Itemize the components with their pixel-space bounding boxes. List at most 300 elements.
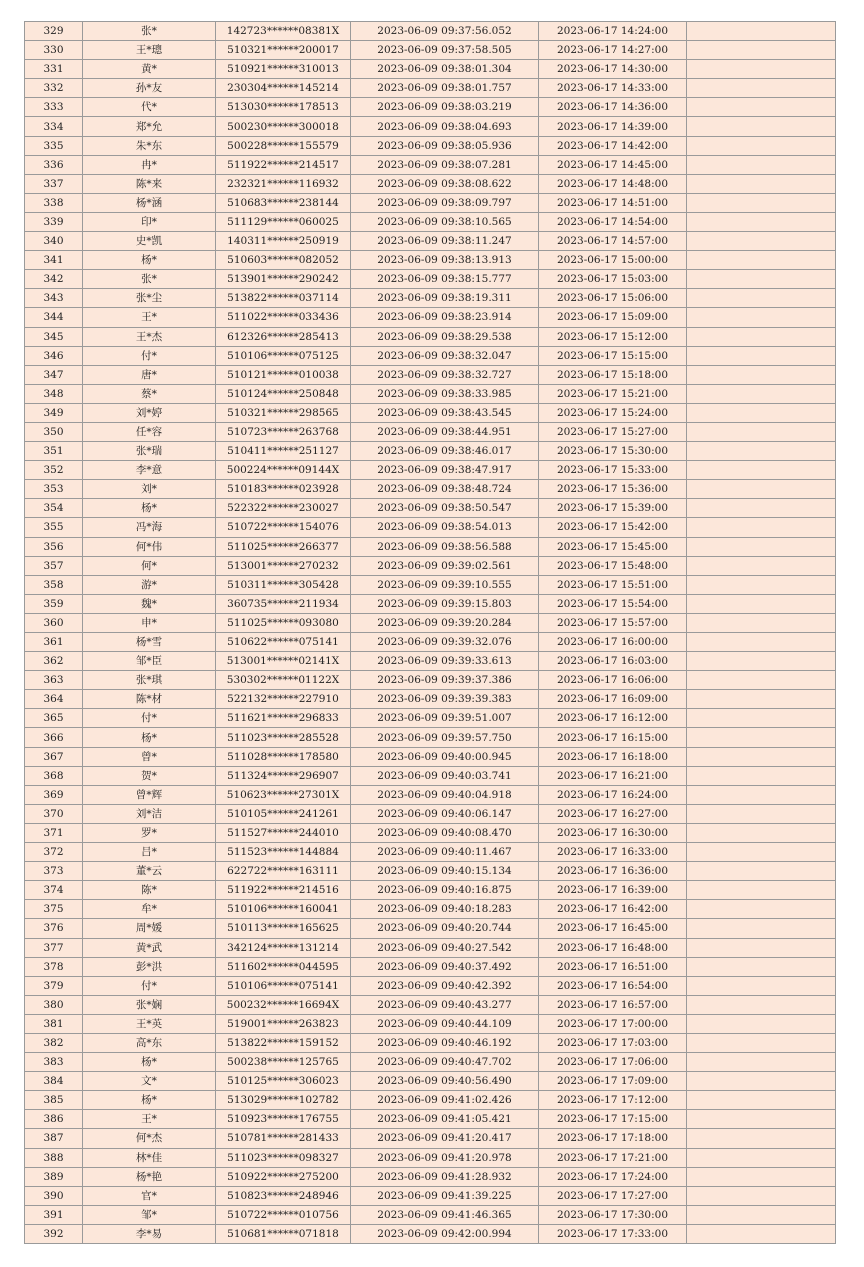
cell-id-number: 511022******033436 — [216, 308, 351, 327]
table-row — [25, 346, 836, 365]
cell-appointment-time: 2023-06-17 17:18:00 — [539, 1129, 687, 1148]
cell-name: 王*英 — [83, 1014, 216, 1033]
cell-name: 任*容 — [83, 422, 216, 441]
cell-index: 359 — [25, 594, 83, 613]
table-row — [25, 155, 836, 174]
cell-notes — [687, 1091, 836, 1110]
cell-name: 郑*允 — [83, 117, 216, 136]
cell-appointment-time: 2023-06-17 15:42:00 — [539, 518, 687, 537]
table-row — [25, 766, 836, 785]
cell-id-number: 511527******244010 — [216, 823, 351, 842]
table-row — [25, 881, 836, 900]
cell-name: 刘*洁 — [83, 804, 216, 823]
cell-submit-time: 2023-06-09 09:38:56.588 — [351, 537, 539, 556]
cell-notes — [687, 881, 836, 900]
cell-index: 367 — [25, 747, 83, 766]
cell-name: 付* — [83, 709, 216, 728]
cell-notes — [687, 518, 836, 537]
cell-appointment-time: 2023-06-17 16:09:00 — [539, 690, 687, 709]
cell-notes — [687, 728, 836, 747]
cell-notes — [687, 461, 836, 480]
cell-submit-time: 2023-06-09 09:38:33.985 — [351, 384, 539, 403]
table-row — [25, 995, 836, 1014]
cell-submit-time: 2023-06-09 09:38:07.281 — [351, 155, 539, 174]
cell-notes — [687, 976, 836, 995]
cell-id-number: 511023******285528 — [216, 728, 351, 747]
cell-index: 357 — [25, 556, 83, 575]
cell-id-number: 510106******160041 — [216, 900, 351, 919]
cell-notes — [687, 537, 836, 556]
table-row — [25, 98, 836, 117]
cell-index: 388 — [25, 1148, 83, 1167]
cell-submit-time: 2023-06-09 09:38:44.951 — [351, 422, 539, 441]
cell-notes — [687, 690, 836, 709]
cell-name: 张* — [83, 270, 216, 289]
cell-id-number: 513001******270232 — [216, 556, 351, 575]
cell-index: 380 — [25, 995, 83, 1014]
cell-name: 张*瑞 — [83, 442, 216, 461]
cell-id-number: 510623******27301X — [216, 785, 351, 804]
table-row — [25, 1205, 836, 1224]
cell-submit-time: 2023-06-09 09:41:05.421 — [351, 1110, 539, 1129]
cell-name: 李*易 — [83, 1224, 216, 1243]
cell-id-number: 510823******248946 — [216, 1186, 351, 1205]
cell-notes — [687, 136, 836, 155]
cell-appointment-time: 2023-06-17 14:45:00 — [539, 155, 687, 174]
cell-name: 曾*辉 — [83, 785, 216, 804]
cell-index: 382 — [25, 1033, 83, 1052]
cell-name: 彭*洪 — [83, 957, 216, 976]
cell-name: 官* — [83, 1186, 216, 1205]
cell-id-number: 510183******023928 — [216, 480, 351, 499]
table-row — [25, 862, 836, 881]
cell-submit-time: 2023-06-09 09:40:56.490 — [351, 1072, 539, 1091]
cell-appointment-time: 2023-06-17 15:09:00 — [539, 308, 687, 327]
cell-index: 350 — [25, 422, 83, 441]
table-row — [25, 671, 836, 690]
cell-index: 341 — [25, 251, 83, 270]
cell-id-number: 511922******214517 — [216, 155, 351, 174]
cell-appointment-time: 2023-06-17 15:18:00 — [539, 365, 687, 384]
cell-submit-time: 2023-06-09 09:38:13.913 — [351, 251, 539, 270]
cell-submit-time: 2023-06-09 09:38:23.914 — [351, 308, 539, 327]
cell-appointment-time: 2023-06-17 16:42:00 — [539, 900, 687, 919]
cell-index: 383 — [25, 1053, 83, 1072]
cell-submit-time: 2023-06-09 09:40:20.744 — [351, 919, 539, 938]
cell-id-number: 510923******176755 — [216, 1110, 351, 1129]
cell-notes — [687, 957, 836, 976]
cell-index: 349 — [25, 403, 83, 422]
cell-notes — [687, 785, 836, 804]
cell-id-number: 510722******010756 — [216, 1205, 351, 1224]
cell-id-number: 513822******037114 — [216, 289, 351, 308]
table-row — [25, 422, 836, 441]
cell-appointment-time: 2023-06-17 15:48:00 — [539, 556, 687, 575]
cell-id-number: 513001******02141X — [216, 652, 351, 671]
cell-index: 378 — [25, 957, 83, 976]
cell-appointment-time: 2023-06-17 17:21:00 — [539, 1148, 687, 1167]
cell-submit-time: 2023-06-09 09:39:51.007 — [351, 709, 539, 728]
cell-appointment-time: 2023-06-17 16:06:00 — [539, 671, 687, 690]
table-row — [25, 633, 836, 652]
table-row — [25, 327, 836, 346]
cell-appointment-time: 2023-06-17 16:51:00 — [539, 957, 687, 976]
cell-name: 高*东 — [83, 1033, 216, 1052]
cell-notes — [687, 1033, 836, 1052]
cell-submit-time: 2023-06-09 09:42:00.994 — [351, 1224, 539, 1243]
cell-id-number: 511523******144884 — [216, 843, 351, 862]
table-row — [25, 1033, 836, 1052]
cell-submit-time: 2023-06-09 09:38:54.013 — [351, 518, 539, 537]
cell-index: 354 — [25, 499, 83, 518]
cell-id-number: 510683******238144 — [216, 193, 351, 212]
table-row — [25, 1053, 836, 1072]
cell-submit-time: 2023-06-09 09:38:04.693 — [351, 117, 539, 136]
cell-notes — [687, 709, 836, 728]
cell-name: 曾* — [83, 747, 216, 766]
table-row — [25, 232, 836, 251]
cell-appointment-time: 2023-06-17 17:24:00 — [539, 1167, 687, 1186]
cell-appointment-time: 2023-06-17 15:33:00 — [539, 461, 687, 480]
cell-submit-time: 2023-06-09 09:40:03.741 — [351, 766, 539, 785]
cell-notes — [687, 155, 836, 174]
cell-index: 356 — [25, 537, 83, 556]
cell-notes — [687, 1053, 836, 1072]
table-row — [25, 308, 836, 327]
cell-name: 何*杰 — [83, 1129, 216, 1148]
table-row — [25, 79, 836, 98]
cell-id-number: 511922******214516 — [216, 881, 351, 900]
cell-name: 唐* — [83, 365, 216, 384]
cell-submit-time: 2023-06-09 09:38:29.538 — [351, 327, 539, 346]
cell-submit-time: 2023-06-09 09:38:43.545 — [351, 403, 539, 422]
cell-name: 付* — [83, 346, 216, 365]
cell-submit-time: 2023-06-09 09:40:47.702 — [351, 1053, 539, 1072]
cell-appointment-time: 2023-06-17 15:27:00 — [539, 422, 687, 441]
cell-name: 付* — [83, 976, 216, 995]
cell-index: 353 — [25, 480, 83, 499]
cell-submit-time: 2023-06-09 09:40:06.147 — [351, 804, 539, 823]
cell-id-number: 511602******044595 — [216, 957, 351, 976]
cell-index: 334 — [25, 117, 83, 136]
cell-index: 336 — [25, 155, 83, 174]
cell-id-number: 510106******075141 — [216, 976, 351, 995]
cell-notes — [687, 22, 836, 41]
cell-id-number: 360735******211934 — [216, 594, 351, 613]
cell-index: 391 — [25, 1205, 83, 1224]
cell-index: 377 — [25, 938, 83, 957]
cell-appointment-time: 2023-06-17 15:54:00 — [539, 594, 687, 613]
cell-id-number: 511129******060025 — [216, 212, 351, 231]
cell-submit-time: 2023-06-09 09:40:43.277 — [351, 995, 539, 1014]
cell-notes — [687, 174, 836, 193]
cell-index: 343 — [25, 289, 83, 308]
table-row — [25, 1186, 836, 1205]
cell-id-number: 513029******102782 — [216, 1091, 351, 1110]
cell-appointment-time: 2023-06-17 16:15:00 — [539, 728, 687, 747]
table-row — [25, 193, 836, 212]
cell-index: 364 — [25, 690, 83, 709]
cell-notes — [687, 938, 836, 957]
cell-id-number: 510105******241261 — [216, 804, 351, 823]
cell-index: 337 — [25, 174, 83, 193]
table-row — [25, 919, 836, 938]
cell-appointment-time: 2023-06-17 14:51:00 — [539, 193, 687, 212]
cell-appointment-time: 2023-06-17 16:00:00 — [539, 633, 687, 652]
cell-notes — [687, 1129, 836, 1148]
cell-appointment-time: 2023-06-17 15:30:00 — [539, 442, 687, 461]
cell-index: 340 — [25, 232, 83, 251]
table-row — [25, 1014, 836, 1033]
table-row — [25, 136, 836, 155]
cell-submit-time: 2023-06-09 09:38:08.622 — [351, 174, 539, 193]
table-row — [25, 480, 836, 499]
table-row — [25, 804, 836, 823]
cell-submit-time: 2023-06-09 09:38:48.724 — [351, 480, 539, 499]
cell-submit-time: 2023-06-09 09:40:27.542 — [351, 938, 539, 957]
cell-submit-time: 2023-06-09 09:38:47.917 — [351, 461, 539, 480]
cell-notes — [687, 422, 836, 441]
table-row — [25, 60, 836, 79]
cell-submit-time: 2023-06-09 09:41:39.225 — [351, 1186, 539, 1205]
cell-submit-time: 2023-06-09 09:38:32.047 — [351, 346, 539, 365]
table-row — [25, 1167, 836, 1186]
cell-notes — [687, 403, 836, 422]
table-row — [25, 22, 836, 41]
cell-index: 342 — [25, 270, 83, 289]
table-row — [25, 976, 836, 995]
cell-notes — [687, 480, 836, 499]
cell-id-number: 612326******285413 — [216, 327, 351, 346]
table-row — [25, 690, 836, 709]
cell-name: 朱*东 — [83, 136, 216, 155]
cell-notes — [687, 594, 836, 613]
cell-submit-time: 2023-06-09 09:40:04.918 — [351, 785, 539, 804]
cell-name: 牟* — [83, 900, 216, 919]
cell-id-number: 500224******09144X — [216, 461, 351, 480]
table-row — [25, 403, 836, 422]
table-row — [25, 1148, 836, 1167]
table-row — [25, 384, 836, 403]
cell-notes — [687, 823, 836, 842]
cell-id-number: 622722******163111 — [216, 862, 351, 881]
cell-id-number: 510311******305428 — [216, 575, 351, 594]
table-row — [25, 212, 836, 231]
cell-index: 379 — [25, 976, 83, 995]
cell-submit-time: 2023-06-09 09:37:58.505 — [351, 41, 539, 60]
cell-id-number: 510124******250848 — [216, 384, 351, 403]
cell-name: 冉* — [83, 155, 216, 174]
cell-index: 374 — [25, 881, 83, 900]
cell-notes — [687, 1072, 836, 1091]
cell-index: 375 — [25, 900, 83, 919]
cell-index: 361 — [25, 633, 83, 652]
cell-id-number: 500238******125765 — [216, 1053, 351, 1072]
cell-name: 董*云 — [83, 862, 216, 881]
table-row — [25, 747, 836, 766]
cell-notes — [687, 193, 836, 212]
cell-submit-time: 2023-06-09 09:38:11.247 — [351, 232, 539, 251]
cell-appointment-time: 2023-06-17 14:24:00 — [539, 22, 687, 41]
cell-index: 330 — [25, 41, 83, 60]
cell-id-number: 511025******093080 — [216, 613, 351, 632]
cell-name: 邹* — [83, 1205, 216, 1224]
cell-appointment-time: 2023-06-17 14:39:00 — [539, 117, 687, 136]
cell-notes — [687, 900, 836, 919]
cell-index: 329 — [25, 22, 83, 41]
appointment-table — [24, 21, 836, 1244]
cell-name: 杨* — [83, 499, 216, 518]
cell-name: 王* — [83, 1110, 216, 1129]
cell-name: 何*伟 — [83, 537, 216, 556]
cell-name: 杨*雪 — [83, 633, 216, 652]
table-row — [25, 1091, 836, 1110]
table-row — [25, 270, 836, 289]
cell-submit-time: 2023-06-09 09:38:03.219 — [351, 98, 539, 117]
cell-index: 376 — [25, 919, 83, 938]
cell-index: 386 — [25, 1110, 83, 1129]
cell-notes — [687, 1205, 836, 1224]
cell-notes — [687, 556, 836, 575]
cell-appointment-time: 2023-06-17 17:27:00 — [539, 1186, 687, 1205]
cell-index: 347 — [25, 365, 83, 384]
cell-index: 346 — [25, 346, 83, 365]
cell-id-number: 510723******263768 — [216, 422, 351, 441]
cell-appointment-time: 2023-06-17 14:48:00 — [539, 174, 687, 193]
cell-name: 周*媛 — [83, 919, 216, 938]
cell-index: 360 — [25, 613, 83, 632]
cell-notes — [687, 365, 836, 384]
cell-notes — [687, 1186, 836, 1205]
cell-submit-time: 2023-06-09 09:38:01.304 — [351, 60, 539, 79]
cell-notes — [687, 289, 836, 308]
cell-id-number: 530302******01122X — [216, 671, 351, 690]
cell-index: 389 — [25, 1167, 83, 1186]
cell-notes — [687, 308, 836, 327]
cell-id-number: 230304******145214 — [216, 79, 351, 98]
cell-appointment-time: 2023-06-17 15:36:00 — [539, 480, 687, 499]
cell-appointment-time: 2023-06-17 16:57:00 — [539, 995, 687, 1014]
cell-submit-time: 2023-06-09 09:38:15.777 — [351, 270, 539, 289]
cell-appointment-time: 2023-06-17 16:36:00 — [539, 862, 687, 881]
cell-appointment-time: 2023-06-17 17:30:00 — [539, 1205, 687, 1224]
cell-submit-time: 2023-06-09 09:41:20.417 — [351, 1129, 539, 1148]
cell-id-number: 510781******281433 — [216, 1129, 351, 1148]
cell-notes — [687, 499, 836, 518]
cell-index: 339 — [25, 212, 83, 231]
cell-appointment-time: 2023-06-17 17:06:00 — [539, 1053, 687, 1072]
table-row — [25, 499, 836, 518]
cell-index: 390 — [25, 1186, 83, 1205]
cell-name: 李*意 — [83, 461, 216, 480]
cell-appointment-time: 2023-06-17 15:24:00 — [539, 403, 687, 422]
cell-submit-time: 2023-06-09 09:39:20.284 — [351, 613, 539, 632]
cell-name: 魏* — [83, 594, 216, 613]
cell-index: 392 — [25, 1224, 83, 1243]
cell-index: 351 — [25, 442, 83, 461]
cell-submit-time: 2023-06-09 09:40:15.134 — [351, 862, 539, 881]
cell-submit-time: 2023-06-09 09:39:15.803 — [351, 594, 539, 613]
cell-notes — [687, 671, 836, 690]
cell-appointment-time: 2023-06-17 16:18:00 — [539, 747, 687, 766]
cell-submit-time: 2023-06-09 09:38:19.311 — [351, 289, 539, 308]
table-row — [25, 823, 836, 842]
cell-id-number: 510411******251127 — [216, 442, 351, 461]
cell-name: 孙*友 — [83, 79, 216, 98]
cell-notes — [687, 652, 836, 671]
cell-notes — [687, 346, 836, 365]
cell-submit-time: 2023-06-09 09:38:01.757 — [351, 79, 539, 98]
cell-submit-time: 2023-06-09 09:40:18.283 — [351, 900, 539, 919]
cell-appointment-time: 2023-06-17 16:48:00 — [539, 938, 687, 957]
cell-submit-time: 2023-06-09 09:41:28.932 — [351, 1167, 539, 1186]
cell-index: 381 — [25, 1014, 83, 1033]
cell-index: 332 — [25, 79, 83, 98]
cell-appointment-time: 2023-06-17 15:57:00 — [539, 613, 687, 632]
cell-name: 蔡* — [83, 384, 216, 403]
cell-notes — [687, 995, 836, 1014]
cell-submit-time: 2023-06-09 09:38:32.727 — [351, 365, 539, 384]
cell-name: 张*琪 — [83, 671, 216, 690]
cell-index: 385 — [25, 1091, 83, 1110]
cell-name: 黄*武 — [83, 938, 216, 957]
cell-index: 362 — [25, 652, 83, 671]
cell-id-number: 140311******250919 — [216, 232, 351, 251]
cell-index: 348 — [25, 384, 83, 403]
cell-name: 王* — [83, 308, 216, 327]
cell-appointment-time: 2023-06-17 15:12:00 — [539, 327, 687, 346]
cell-name: 杨*涵 — [83, 193, 216, 212]
cell-name: 王*璁 — [83, 41, 216, 60]
cell-notes — [687, 79, 836, 98]
cell-name: 吕* — [83, 843, 216, 862]
cell-id-number: 500230******300018 — [216, 117, 351, 136]
table-row — [25, 117, 836, 136]
cell-submit-time: 2023-06-09 09:40:08.470 — [351, 823, 539, 842]
cell-submit-time: 2023-06-09 09:39:02.561 — [351, 556, 539, 575]
cell-id-number: 510622******075141 — [216, 633, 351, 652]
cell-notes — [687, 1167, 836, 1186]
cell-index: 338 — [25, 193, 83, 212]
cell-name: 杨* — [83, 251, 216, 270]
cell-appointment-time: 2023-06-17 15:15:00 — [539, 346, 687, 365]
cell-name: 史*凯 — [83, 232, 216, 251]
table-body — [25, 22, 836, 1244]
table-row — [25, 251, 836, 270]
table-row — [25, 365, 836, 384]
cell-index: 333 — [25, 98, 83, 117]
cell-index: 358 — [25, 575, 83, 594]
cell-id-number: 342124******131214 — [216, 938, 351, 957]
table-row — [25, 938, 836, 957]
cell-name: 何* — [83, 556, 216, 575]
cell-appointment-time: 2023-06-17 15:21:00 — [539, 384, 687, 403]
table-row — [25, 1072, 836, 1091]
cell-appointment-time: 2023-06-17 16:45:00 — [539, 919, 687, 938]
cell-name: 黄* — [83, 60, 216, 79]
cell-index: 345 — [25, 327, 83, 346]
cell-index: 335 — [25, 136, 83, 155]
table-row — [25, 575, 836, 594]
cell-submit-time: 2023-06-09 09:39:39.383 — [351, 690, 539, 709]
cell-appointment-time: 2023-06-17 16:33:00 — [539, 843, 687, 862]
cell-name: 邹*臣 — [83, 652, 216, 671]
cell-appointment-time: 2023-06-17 16:30:00 — [539, 823, 687, 842]
cell-appointment-time: 2023-06-17 14:57:00 — [539, 232, 687, 251]
cell-index: 384 — [25, 1072, 83, 1091]
cell-submit-time: 2023-06-09 09:39:32.076 — [351, 633, 539, 652]
table-row — [25, 1110, 836, 1129]
